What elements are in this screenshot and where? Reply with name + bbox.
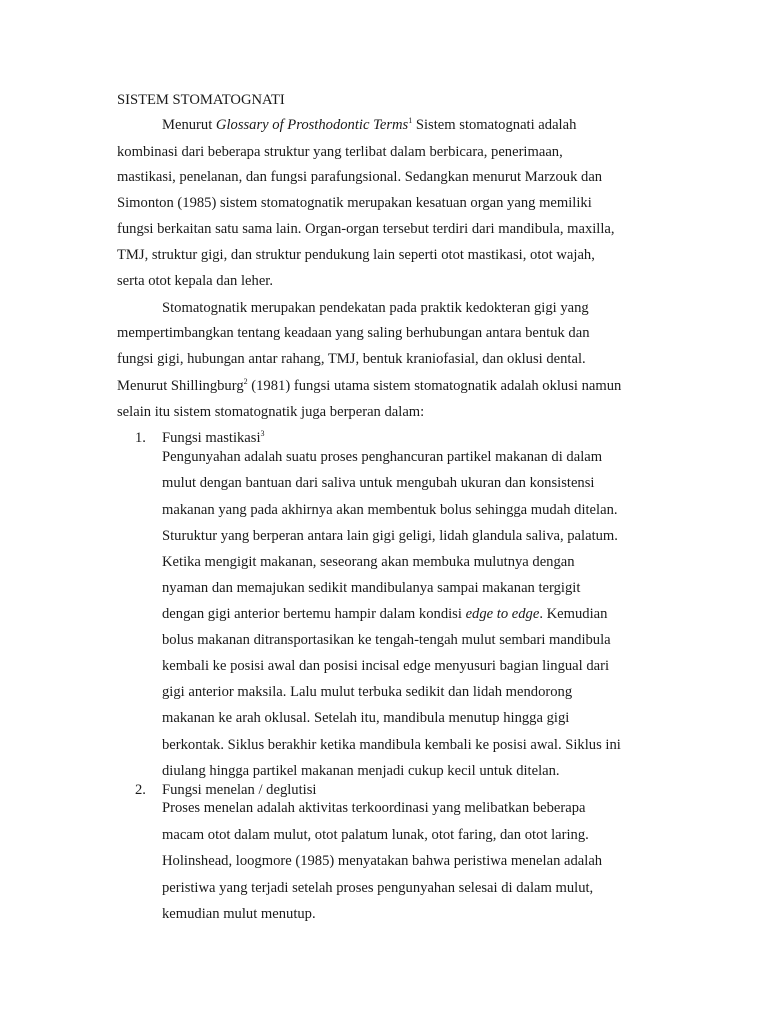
paragraph-2-line-1: Stomatognatik merupakan pendekatan pada praktik kedokteran gigi yang	[162, 300, 589, 316]
list-item-1-line-4: Sturuktur yang berperan antara lain gigi geligi, lidah glandula saliva, palatum.	[162, 528, 618, 544]
list-item-1-line-6: nyaman dan memajukan sedikit mandibulanya sampai makanan tergigit	[162, 580, 581, 596]
list-item-2-line-2: macam otot dalam mulut, otot palatum lunak, otot faring, dan otot laring.	[162, 827, 589, 843]
paragraph-1-line-4: Simonton (1985) sistem stomatognatik merupakan kesatuan organ yang memiliki	[117, 195, 592, 211]
paragraph-2-line-5: selain itu sistem stomatognatik juga berperan dalam:	[117, 404, 425, 420]
italic-term: Glossary of Prosthodontic Terms	[215, 117, 409, 133]
list-item-2-line-1: Proses menelan adalah aktivitas terkoordinasi yang melibatkan beberapa	[162, 800, 586, 816]
paragraph-1-line-1: Menurut Glossary of Prosthodontic Terms$^1$ Sistem stomatognati adalah	[162, 116, 577, 133]
list-item-1-heading: Fungsi mastikasi$^3$	[162, 429, 265, 446]
paragraph-2-line-4: Menurut Shillingburg$^2$ (1981) fungsi utama sistem stomatognatik adalah oklusi namun	[117, 377, 622, 394]
list-item-2-number: 2.	[135, 782, 146, 798]
list-item-1-line-12: berkontak. Siklus berakhir ketika mandibula kembali ke posisi awal. Siklus ini	[162, 737, 621, 753]
italic-term: edge to edge	[465, 606, 540, 622]
list-item-1-line-7: dengan gigi anterior bertemu hampir dalam kondisi edge to edge. Kemudian	[162, 606, 608, 622]
document-title: SISTEM STOMATOGNATI	[117, 92, 285, 108]
paragraph-1-line-7: serta otot kepala dan leher.	[117, 273, 274, 289]
paragraph-1-line-6: TMJ, struktur gigi, dan struktur pendukung lain seperti otot mastikasi, otot wajah,	[117, 247, 595, 263]
paragraph-1-line-5: fungsi berkaitan satu sama lain. Organ-organ tersebut terdiri dari mandibula, maxilla,	[117, 221, 615, 237]
footnote-ref: 2	[243, 377, 248, 386]
list-item-1-line-8: bolus makanan ditransportasikan ke tengah-tengah mulut sembari mandibula	[162, 632, 611, 648]
list-item-2-heading: Fungsi menelan / deglutisi	[162, 782, 317, 798]
list-item-2-line-5: kemudian mulut menutup.	[162, 906, 316, 922]
paragraph-2-line-2: mempertimbangkan tentang keadaan yang saling berhubungan antara bentuk dan	[117, 325, 590, 341]
list-item-1-line-2: mulut dengan bantuan dari saliva untuk mengubah ukuran dan konsistensi	[162, 475, 595, 491]
paragraph-2-line-3: fungsi gigi, hubungan antar rahang, TMJ, bentuk kraniofasial, dan oklusi dental.	[117, 351, 586, 367]
list-item-1-number: 1.	[135, 430, 146, 446]
paragraph-1-line-3: mastikasi, penelanan, dan fungsi parafungsional. Sedangkan menurut Marzouk dan	[117, 169, 603, 185]
list-item-2-line-4: peristiwa yang terjadi setelah proses pengunyahan selesai di dalam mulut,	[162, 880, 594, 896]
list-item-1-line-10: gigi anterior maksila. Lalu mulut terbuka sedikit dan lidah mendorong	[162, 684, 573, 700]
footnote-ref: 3	[260, 429, 265, 438]
list-item-1-line-1: Pengunyahan adalah suatu proses penghancuran partikel makanan di dalam	[162, 449, 603, 465]
paragraph-1-line-2: kombinasi dari beberapa struktur yang terlibat dalam berbicara, penerimaan,	[117, 144, 563, 160]
list-item-1-line-13: diulang hingga partikel makanan menjadi cukup kecil untuk ditelan.	[162, 763, 560, 779]
list-item-1-line-9: kembali ke posisi awal dan posisi incisal edge menyusuri bagian lingual dari	[162, 658, 610, 674]
list-item-2-line-3: Holinshead, loogmore (1985) menyatakan bahwa peristiwa menelan adalah	[162, 853, 603, 869]
list-item-1-line-11: makanan ke arah oklusal. Setelah itu, mandibula menutup hingga gigi	[162, 710, 570, 726]
list-item-1-line-5: Ketika mengigit makanan, seseorang akan membuka mulutnya dengan	[162, 554, 575, 570]
footnote-ref: 1	[408, 116, 413, 125]
list-item-1-line-3: makanan yang pada akhirnya akan membentuk bolus sehingga mudah ditelan.	[162, 502, 618, 518]
